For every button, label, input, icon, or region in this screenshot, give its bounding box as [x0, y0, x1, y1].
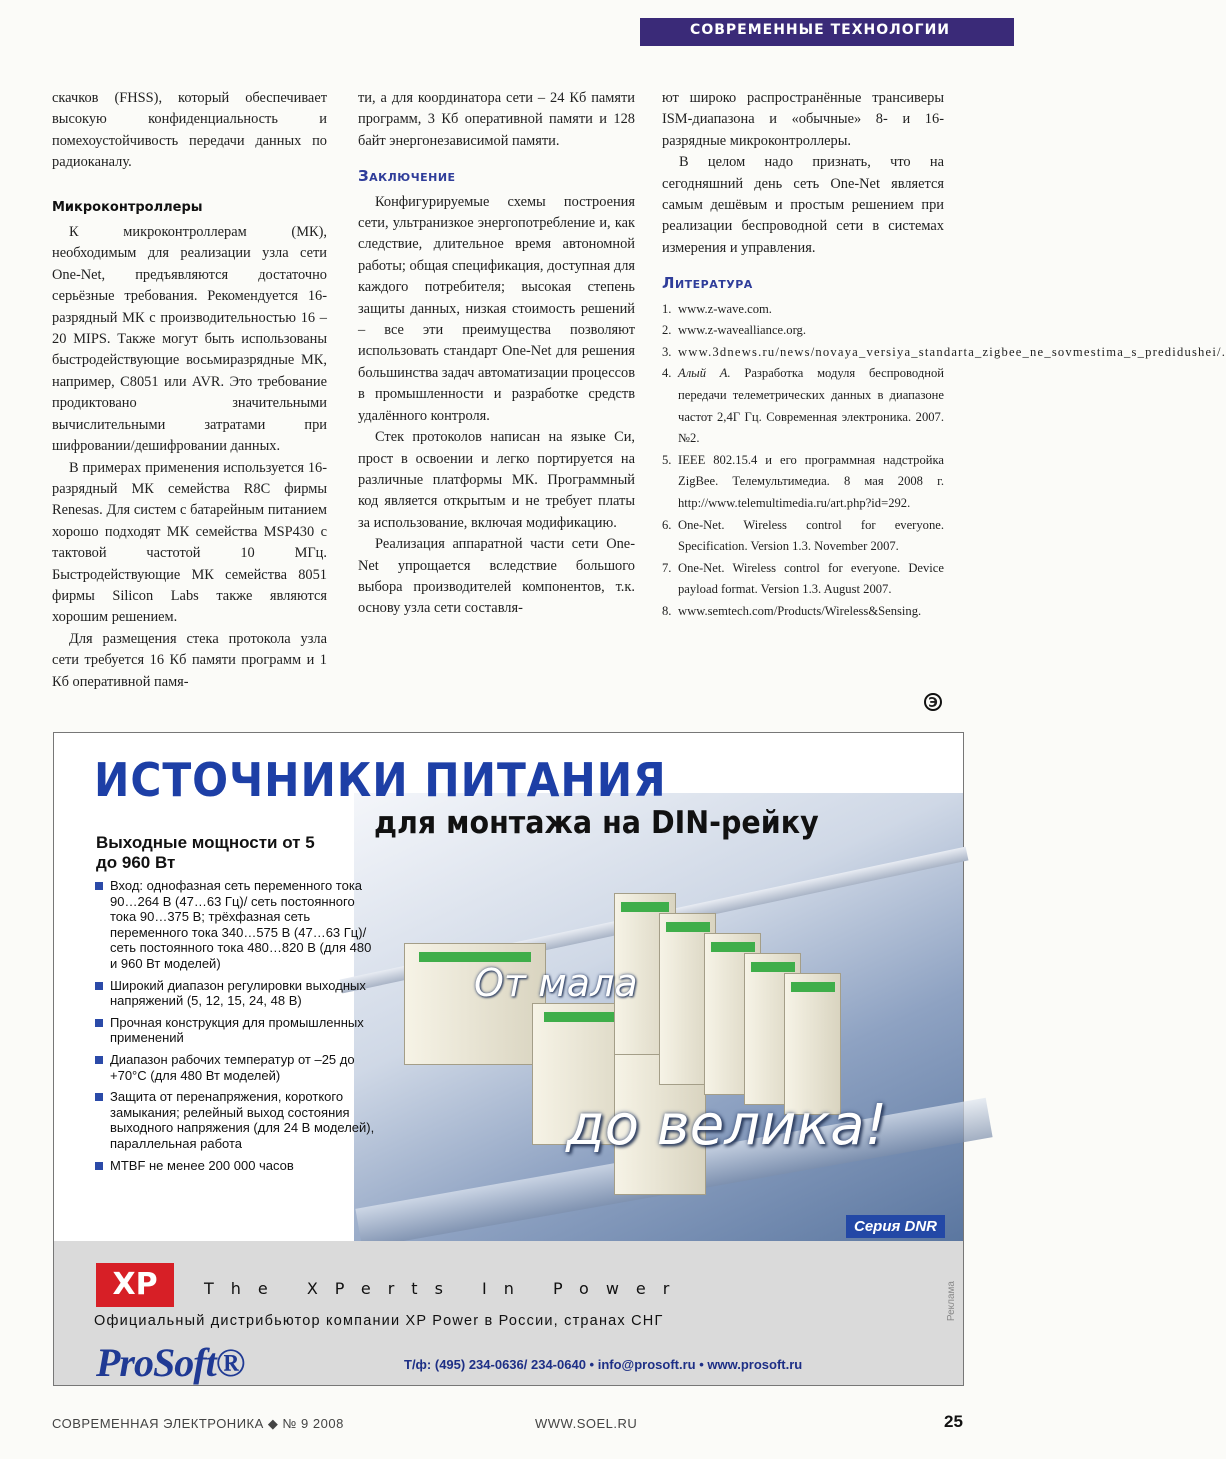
paragraph: В примерах применения используется 16-разрядный МК семейства R8C фирмы Renesas. Для систем с батарейным питанием хорошо подходят МК семейства MSP430 с тактовой частотой 10 МГц. Быстродействующие МК семейства 8051 фирмы Silicon Labs также являются хорошим решением.	[52, 459, 327, 626]
reference-list	[662, 299, 1226, 623]
reference-item: 3. www.3dnews.ru/news/novaya_versiya_standarta_zigbee_ne_sovmestima_s_predidushei/.	[662, 344, 1226, 359]
subheading-mcu: Микроконтроллеры	[52, 199, 203, 215]
ad-subtitle: для монтажа на DIN-рейку	[374, 805, 819, 841]
ad-feature: Защита от перенапряжения, короткого замыкания; релейный выход состояния выходного напряжения (для 24 В моделей), параллельная работа	[92, 1089, 382, 1151]
advertisement	[53, 732, 964, 1386]
xp-tagline: The XPerts In Power	[204, 1279, 687, 1298]
paragraph: Конфигурируемые схемы построения сети, ультранизкое энергопотребление и, как следствие, длительное время автономной работы; общая спецификация, доступная для каждого потребителя; высокая степень защиты данных, низкая стоимость решений – все эти преимущества позволяют использовать стандарт One-Net для решения большинства задач автоматизации процессов в промышленности и разработке средств удалённого контроля.	[358, 193, 635, 424]
ad-slogan-2: до велика!	[566, 1093, 888, 1158]
paragraph: Для размещения стека протокола узла сети требуется 16 Кб памяти программ и 1 Кб оперативной памя-	[52, 630, 327, 690]
distributor-note: Официальный дистрибьютор компании XP Power в России, странах СНГ	[94, 1313, 664, 1329]
paragraph: Реализация аппаратной части сети One-Net упрощается вследствие большого выбора производителей компонентов, т.к. основу узла сети составля-	[358, 536, 635, 617]
paragraph: В целом надо признать, что на сегодняшний день сеть One-Net является самым дешёвым и простым решением при реализации беспроводной сети в системах измерения и управления.	[662, 154, 944, 256]
ad-label: Реклама	[946, 1281, 957, 1322]
ad-title: ИСТОЧНИКИ ПИТАНИЯ	[94, 753, 667, 807]
xp-power-logo: XP	[96, 1263, 174, 1307]
journal-site: WWW.SOEL.RU	[535, 1416, 638, 1431]
column-3	[662, 88, 1226, 623]
contact-line: Т/ф: (495) 234-0636/ 234-0640 • info@prosoft.ru • www.prosoft.ru	[404, 1357, 803, 1372]
section-header: СОВРЕМЕННЫЕ ТЕХНОЛОГИИ	[690, 22, 950, 38]
prosoft-logo: ProSoft®	[96, 1340, 245, 1385]
ad-power-range: Выходные мощности от 5 до 960 Вт	[96, 833, 315, 872]
journal-name: СОВРЕМЕННАЯ ЭЛЕКТРОНИКА ◆ № 9 2008	[52, 1416, 344, 1431]
reference-item: 4. Алый А. Разработка модуля беспроводной передачи телеметрических данных в диапазоне частот 2,4Г Гц. Современная электроника. 2007. №2.	[662, 366, 945, 446]
reference-item: 1. www.z-wave.com.	[662, 301, 772, 316]
page-number: 25	[944, 1412, 963, 1431]
paragraph: Стек протоколов написан на языке Си, прост в освоении и легко портируется на различные платформы МК. Программный код является открытым и не требует платы за использование, включая модификацию.	[358, 429, 635, 531]
ad-feature: Широкий диапазон регулировки выходных напряжений (5, 12, 15, 24, 48 В)	[92, 978, 382, 1009]
ad-feature: Вход: однофазная сеть переменного тока 90…264 В (47…63 Гц)/ сеть постоянного тока 90…375 В; трёхфазная сеть переменного тока 340…575 В (47…63 Гц)/ сеть постоянного тока 480…820 В (для 480 и 960 Вт моделей)	[92, 878, 382, 972]
paragraph: скачков (FHSS), который обеспечивает высокую конфиденциальность и помехоустойчивость передачи данных по радиоканалу.	[52, 90, 327, 171]
paragraph: ют широко распространённые трансиверы ISM-диапазона и «обычные» 8- и 16-разрядные микроконтроллеры.	[662, 90, 944, 149]
ad-feature: Диапазон рабочих температур от –25 до +70°C (для 480 Вт моделей)	[92, 1052, 382, 1083]
column-2	[358, 88, 635, 620]
reference-item: 7. One-Net. Wireless control for everyone. Device payload format. Version 1.3. August 2007.	[662, 560, 944, 597]
ad-feature-list	[92, 878, 382, 1179]
ad-slogan-1: От мала	[474, 961, 638, 1005]
ad-footer	[54, 1241, 963, 1385]
ad-feature: MTBF не менее 200 000 часов	[92, 1158, 382, 1174]
reference-item: 8. www.semtech.com/Products/Wireless&Sensing.	[662, 603, 922, 618]
column-1	[52, 88, 327, 693]
reference-item: 5. IEEE 802.15.4 и его программная надстройка ZigBee. Телемультимедиа. 8 мая 2008 г. http://www.telemultimedia.ru/art.php?id=292.	[662, 452, 944, 510]
paragraph: К микроконтроллерам (МК), необходимым для реализации узла сети One-Net, предъявляются достаточно серьёзные требования. Рекомендуется 16-разрядный МК с производительностью 16 – 20 MIPS. Также могут быть использованы быстродействующие восьмиразрядные МК, например, C8051 или AVR. Это требование продиктовано значительными вычислительными затратами при шифровании/дешифровании данных.	[52, 224, 327, 455]
reference-item: 6. One-Net. Wireless control for everyone. Specification. Version 1.3. November 2007.	[662, 517, 944, 554]
series-badge: Серия DNR	[846, 1215, 945, 1238]
heading-references: Литература	[662, 274, 753, 293]
reference-item: 2. www.z-wavealliance.org.	[662, 323, 806, 338]
ad-feature: Прочная конструкция для промышленных применений	[92, 1015, 382, 1046]
end-of-article-icon: Э	[924, 693, 942, 711]
heading-conclusion: Заключение	[358, 167, 456, 186]
paragraph: ти, а для координатора сети – 24 Кб памяти программ, 3 Кб оперативной памяти и 128 байт энергонезависимой памяти.	[358, 90, 635, 149]
